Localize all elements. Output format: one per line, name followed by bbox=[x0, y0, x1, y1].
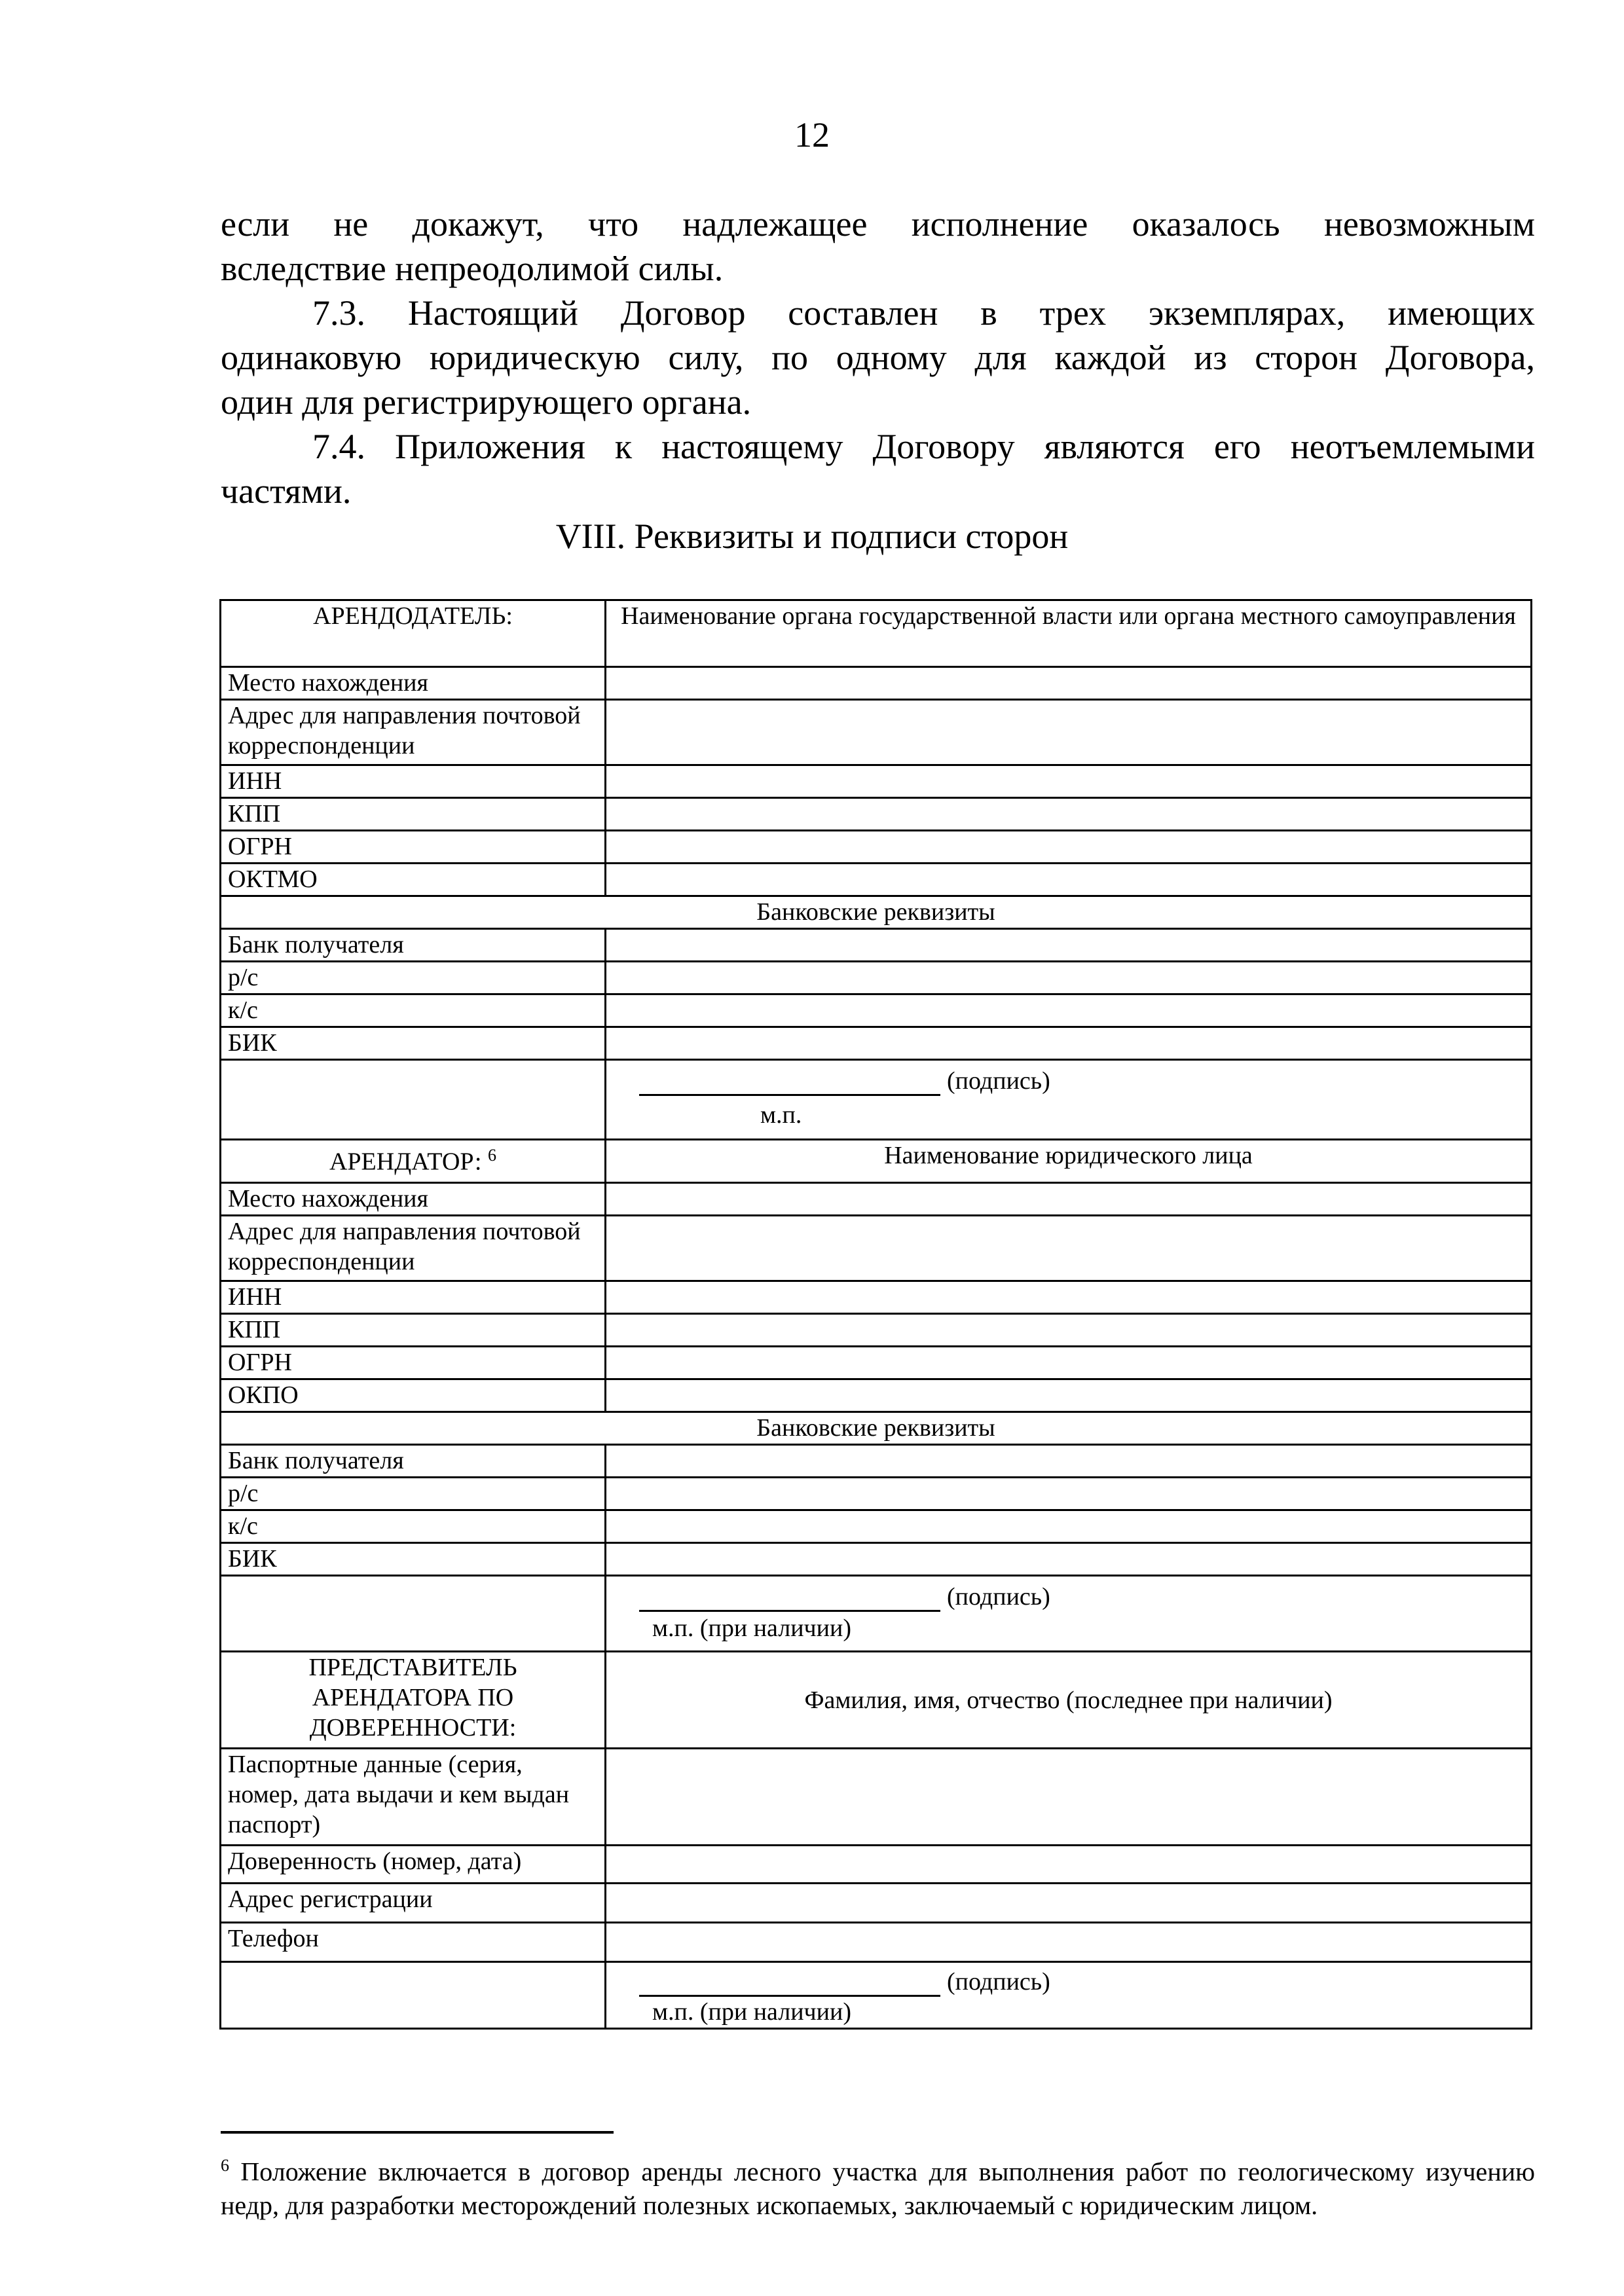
field-value bbox=[606, 831, 1532, 864]
body-text-line: вследствие непреодолимой силы. bbox=[221, 249, 724, 288]
field-label: к/с bbox=[221, 1510, 606, 1543]
table-row bbox=[221, 994, 1532, 1027]
table-row bbox=[221, 1846, 1532, 1884]
field-value bbox=[606, 1379, 1532, 1412]
table-row bbox=[221, 600, 1532, 667]
footnote-separator bbox=[221, 2131, 614, 2134]
field-value bbox=[606, 1445, 1532, 1478]
seal-caption: м.п. (при наличии) bbox=[652, 1614, 851, 1642]
representative-signature-cell bbox=[606, 1962, 1532, 2029]
field-label: ИНН bbox=[221, 765, 606, 798]
field-value bbox=[606, 1846, 1532, 1884]
page-number: 12 bbox=[794, 115, 830, 155]
field-value bbox=[606, 667, 1532, 700]
tenant-label bbox=[221, 1140, 606, 1183]
field-label: Адрес регистрации bbox=[221, 1884, 606, 1923]
table-row bbox=[221, 1281, 1532, 1314]
field-value bbox=[606, 700, 1532, 765]
table-row bbox=[221, 864, 1532, 896]
field-value bbox=[606, 1314, 1532, 1347]
seal-caption: м.п. (при наличии) bbox=[652, 1998, 851, 2026]
field-label: КПП bbox=[221, 1314, 606, 1347]
field-label: Место нахождения bbox=[221, 667, 606, 700]
field-value bbox=[606, 1749, 1532, 1846]
field-label: ОГРН bbox=[221, 831, 606, 864]
field-value bbox=[606, 1478, 1532, 1510]
field-label: р/с bbox=[221, 962, 606, 994]
field-label: Паспортные данные (серия, номер, дата выдачи и кем выдан паспорт) bbox=[221, 1749, 606, 1846]
tenant-label-text: АРЕНДАТОР: bbox=[329, 1148, 482, 1176]
body-text-line: 7.4. Приложения к настоящему Договору являются его неотъемлемыми bbox=[312, 427, 1535, 466]
body-text-line: 7.3. Настоящий Договор составлен в трех экземплярах, имеющих bbox=[312, 293, 1535, 333]
field-value bbox=[606, 1543, 1532, 1576]
field-value bbox=[606, 1216, 1532, 1281]
field-label: Доверенность (номер, дата) bbox=[221, 1846, 606, 1884]
field-value bbox=[606, 929, 1532, 962]
field-label: БИК bbox=[221, 1027, 606, 1060]
representative-name-hint: Фамилия, имя, отчество (последнее при наличии) bbox=[606, 1652, 1532, 1749]
field-label: Банк получателя bbox=[221, 1445, 606, 1478]
field-label: ОГРН bbox=[221, 1347, 606, 1379]
table-row bbox=[221, 765, 1532, 798]
table-row bbox=[221, 798, 1532, 831]
table-row bbox=[221, 1347, 1532, 1379]
field-label: р/с bbox=[221, 1478, 606, 1510]
field-label bbox=[221, 1060, 606, 1140]
table-row bbox=[221, 1962, 1532, 2029]
footnote-reference: 6 bbox=[488, 1146, 496, 1165]
body-text-line: одинаковую юридическую силу, по одному для каждой из сторон Договора, bbox=[221, 338, 1535, 377]
signature-caption: (подпись) bbox=[947, 1583, 1050, 1611]
field-value bbox=[606, 765, 1532, 798]
table-row bbox=[221, 1183, 1532, 1216]
field-value bbox=[606, 994, 1532, 1027]
field-value bbox=[606, 798, 1532, 831]
field-value bbox=[606, 962, 1532, 994]
field-label: Телефон bbox=[221, 1923, 606, 1962]
table-row bbox=[221, 831, 1532, 864]
field-label: Место нахождения bbox=[221, 1183, 606, 1216]
table-row bbox=[221, 1576, 1532, 1652]
field-label: к/с bbox=[221, 994, 606, 1027]
table-row bbox=[221, 1445, 1532, 1478]
requisites-table bbox=[219, 599, 1532, 2030]
table-row bbox=[221, 1478, 1532, 1510]
field-value bbox=[606, 1183, 1532, 1216]
signature-caption: (подпись) bbox=[947, 1067, 1050, 1095]
landlord-signature-cell bbox=[606, 1060, 1532, 1140]
table-row bbox=[221, 1923, 1532, 1962]
field-label bbox=[221, 1962, 606, 2029]
landlord-name-hint: Наименование органа государственной власти или органа местного самоуправления bbox=[606, 600, 1532, 667]
table-row bbox=[221, 667, 1532, 700]
footnote-text: Положение включается в договор аренды лесного участка для выполнения работ по геологическому изучению недр, для разработки месторождений полезных ископаемых, заключаемый с юридическим лицом. bbox=[221, 2157, 1536, 2221]
field-label: КПП bbox=[221, 798, 606, 831]
table-row bbox=[221, 1412, 1532, 1445]
footnote bbox=[221, 2149, 1535, 2223]
field-value bbox=[606, 1347, 1532, 1379]
landlord-label: АРЕНДОДАТЕЛЬ: bbox=[221, 600, 606, 667]
field-label: Адрес для направления почтовой корреспонденции bbox=[221, 1216, 606, 1281]
table-row bbox=[221, 1027, 1532, 1060]
field-label: ОКТМО bbox=[221, 864, 606, 896]
body-text-line: если не докажут, что надлежащее исполнение оказалось невозможным bbox=[221, 204, 1535, 244]
field-label: Банк получателя bbox=[221, 929, 606, 962]
field-label bbox=[221, 1576, 606, 1652]
tenant-signature-cell bbox=[606, 1576, 1532, 1652]
field-value bbox=[606, 1281, 1532, 1314]
field-label: БИК bbox=[221, 1543, 606, 1576]
tenant-name-hint: Наименование юридического лица bbox=[606, 1140, 1532, 1183]
table-row bbox=[221, 1884, 1532, 1923]
table-row bbox=[221, 1060, 1532, 1140]
bank-details-heading: Банковские реквизиты bbox=[221, 1412, 1532, 1445]
table-row bbox=[221, 1379, 1532, 1412]
table-row bbox=[221, 962, 1532, 994]
table-row bbox=[221, 1216, 1532, 1281]
seal-caption: м.п. bbox=[760, 1101, 802, 1129]
body-text-line: один для регистрирующего органа. bbox=[221, 382, 752, 422]
signature-caption: (подпись) bbox=[947, 1968, 1050, 1995]
table-row bbox=[221, 896, 1532, 929]
body-text-line: частями. bbox=[221, 471, 352, 511]
representative-label: ПРЕДСТАВИТЕЛЬ АРЕНДАТОРА ПО ДОВЕРЕННОСТИ: bbox=[221, 1652, 606, 1749]
signature-line bbox=[639, 1588, 940, 1612]
table-row bbox=[221, 1314, 1532, 1347]
table-row bbox=[221, 1652, 1532, 1749]
table-row bbox=[221, 1510, 1532, 1543]
table-row bbox=[221, 1543, 1532, 1576]
signature-line bbox=[639, 1072, 940, 1096]
field-value bbox=[606, 1884, 1532, 1923]
section-heading: VIII. Реквизиты и подписи сторон bbox=[555, 517, 1069, 556]
field-value bbox=[606, 864, 1532, 896]
field-label: Адрес для направления почтовой корреспонденции bbox=[221, 700, 606, 765]
footnote-mark: 6 bbox=[221, 2156, 229, 2175]
field-value bbox=[606, 1923, 1532, 1962]
field-label: ИНН bbox=[221, 1281, 606, 1314]
signature-line bbox=[639, 1973, 940, 1997]
field-value bbox=[606, 1510, 1532, 1543]
field-value bbox=[606, 1027, 1532, 1060]
field-label: ОКПО bbox=[221, 1379, 606, 1412]
bank-details-heading: Банковские реквизиты bbox=[221, 896, 1532, 929]
table-row bbox=[221, 700, 1532, 765]
table-row bbox=[221, 1749, 1532, 1846]
table-row bbox=[221, 1140, 1532, 1183]
table-row bbox=[221, 929, 1532, 962]
